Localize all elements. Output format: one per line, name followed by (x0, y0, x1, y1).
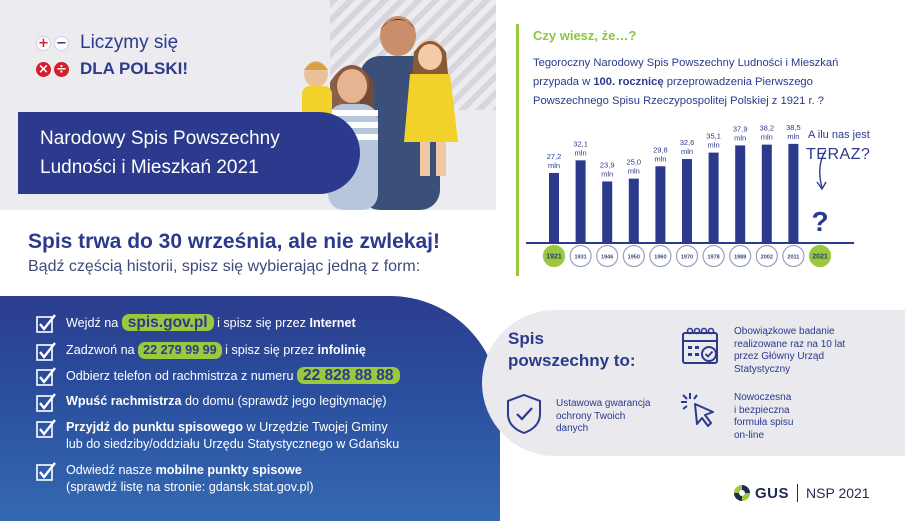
chart-year-label: 1950 (627, 254, 640, 261)
way-mobile-points (36, 462, 314, 496)
way-text-line2: (sprawdź listę na stronie: gdansk.stat.gov.pl) (66, 480, 314, 494)
feature-text: Statystyczny (734, 363, 791, 375)
feature-text: przez Główny Urząd (734, 351, 825, 362)
plus-icon: + (36, 36, 51, 51)
way-text: i spisz się przez (221, 343, 318, 357)
feature-mandatory (734, 326, 845, 376)
way-text: Zadzwoń na (66, 343, 139, 357)
chart-value-label: 32,1 (573, 139, 588, 149)
chart-value-label: 38,2 (759, 123, 775, 133)
chart-year-label: 1921 (546, 253, 562, 261)
way-text: Odwiedź nasze (66, 463, 156, 477)
subline: Bądź częścią historii, spisz się wybierając jedną z form: (28, 258, 421, 275)
chart-year-label: 1988 (734, 254, 747, 261)
chart-unit-label: mln (707, 140, 720, 150)
way-internet (36, 314, 356, 334)
chart-unknown-mark: ? (811, 206, 829, 237)
chart-year-label: 2002 (760, 254, 773, 261)
feature-text: formuła spisu (734, 417, 794, 428)
census-title-line1: Narodowy Spis Powszechny (40, 128, 280, 149)
feature-text: Ustawowa gwarancja (556, 398, 651, 409)
checkbox-icon (36, 419, 56, 439)
feature-text: ochrony Twoich (556, 410, 626, 422)
chart-bar (629, 179, 639, 243)
chart-unit-label: mln (547, 160, 561, 170)
facts-text-b: przeprowadzenia Pierwszego Powszechnego Spisu Rzeczypospolitej Polskiej z 1921 r. ? (533, 76, 825, 107)
feature-text: danych (556, 423, 589, 434)
way-text: i spisz się przez (213, 316, 310, 330)
chart-bar (602, 181, 612, 243)
facts-text-a: Tegoroczny Narodowy Spis Powszechny Ludności i Mieszkań przypada w (533, 57, 839, 88)
times-icon: × (36, 62, 51, 77)
chart-unit-label: mln (787, 131, 800, 141)
way-bold: mobilne punkty spisowe (155, 463, 302, 477)
feature-text: on-line (734, 429, 765, 441)
chart-bar (655, 166, 665, 243)
chart-year-label: 2011 (787, 254, 800, 261)
chart-year-label: 1960 (654, 254, 667, 261)
liczymy-logo (36, 30, 188, 82)
way-bold: Internet (309, 316, 356, 330)
headline: Spis trwa do 30 września, ale nie zwlekaj! (28, 230, 440, 253)
chart-unit-label: mln (574, 148, 587, 158)
checkbox-icon (36, 342, 56, 362)
feature-data-protection (556, 398, 651, 436)
question-line: A ilu nas jest (808, 129, 870, 141)
logo-line2: DLA POLSKI! (80, 59, 188, 78)
way-text-line2: lub do siedziby/oddziału Urzędu Statystycznego w Gdańsku (66, 437, 400, 451)
chart-year-label: 1970 (680, 254, 694, 261)
checkbox-icon (36, 393, 56, 413)
gus-label: GUS (755, 484, 790, 502)
chart-year-label: 1931 (574, 254, 587, 261)
chart-unit-label: mln (734, 133, 747, 143)
chart-year-label: 1978 (707, 254, 720, 261)
way-bold: Przyjdź do punktu spisowego (66, 420, 244, 434)
chart-unit-label: mln (654, 154, 667, 164)
chart-value-label: 29,8 (653, 145, 668, 155)
checkbox-icon (36, 367, 56, 387)
footer-separator (797, 484, 798, 502)
way-enumerator (36, 393, 387, 413)
cursor-click-icon (678, 390, 720, 432)
chart-bar (788, 144, 798, 243)
chart-value-label: 32,6 (679, 138, 695, 148)
way-text: do domu (sprawdź jego legitymację) (181, 394, 387, 408)
census-title (18, 112, 360, 194)
hotline-number[interactable]: 22 279 99 99 (138, 342, 222, 359)
minus-icon: − (54, 36, 69, 51)
chart-bar (576, 160, 586, 243)
feature-text: Nowoczesna (734, 392, 792, 403)
calendar-icon (680, 326, 720, 366)
facts-text-bold: 100. rocznicę (593, 76, 664, 88)
feature-text: realizowane raz na 10 lat (734, 338, 846, 350)
chart-value-label: 25,0 (626, 157, 642, 167)
shield-icon (504, 392, 544, 436)
feature-online (734, 392, 793, 442)
divide-icon: ÷ (54, 62, 69, 77)
census-features-title-line1: Spis (508, 329, 544, 348)
chart-year-label: 1946 (601, 254, 614, 261)
chart-unit-label: mln (760, 132, 773, 142)
chart-year-label: 2021 (812, 253, 828, 261)
website-link[interactable]: spis.gov.pl (122, 314, 214, 331)
facts-heading: Czy wiesz, że…? (533, 28, 637, 43)
chart-bar (735, 145, 745, 243)
chart-value-label: 27,2 (546, 151, 562, 161)
way-text: w Urzędzie Twojej Gminy (243, 420, 388, 434)
logo-line1: Liczymy się (80, 32, 179, 53)
chart-value-label: 35,1 (706, 131, 721, 141)
chart-bar (682, 159, 692, 243)
way-office (36, 419, 399, 453)
chart-value-label: 38,5 (786, 122, 801, 132)
nsp-label: NSP 2021 (806, 485, 870, 501)
way-callback (36, 367, 400, 387)
chart-unit-label: mln (627, 166, 640, 176)
chart-value-label: 23,9 (599, 160, 615, 170)
question-big: TERAZ? (806, 146, 871, 163)
feature-text: Obowiązkowe badanie (734, 326, 835, 337)
census-features-title (508, 328, 648, 372)
facts-text (533, 54, 878, 111)
chart-unit-label: mln (680, 147, 694, 157)
way-text: Odbierz telefon od rachmistrza z numeru (66, 369, 297, 383)
chart-bar (762, 145, 772, 243)
chart-bar (549, 173, 559, 243)
way-bold: infolinię (317, 343, 366, 357)
way-bold: Wpuść rachmistrza (66, 394, 182, 408)
accent-divider (516, 24, 519, 276)
way-phone (36, 342, 366, 362)
enumerator-number[interactable]: 22 828 88 88 (297, 367, 400, 384)
checkbox-icon (36, 314, 56, 334)
census-title-line2: Ludności i Mieszkań 2021 (40, 157, 259, 178)
footer-logo (733, 484, 870, 502)
way-text: Wejdź na (66, 316, 122, 330)
checkbox-icon (36, 462, 56, 482)
gus-logo-icon (733, 484, 751, 502)
chart-unit-label: mln (601, 169, 614, 179)
census-features-title-line2: powszechny to: (508, 351, 636, 370)
feature-text: i bezpieczna (734, 404, 790, 416)
chart-bar (709, 153, 719, 243)
chart-value-label: 37,9 (732, 124, 748, 134)
